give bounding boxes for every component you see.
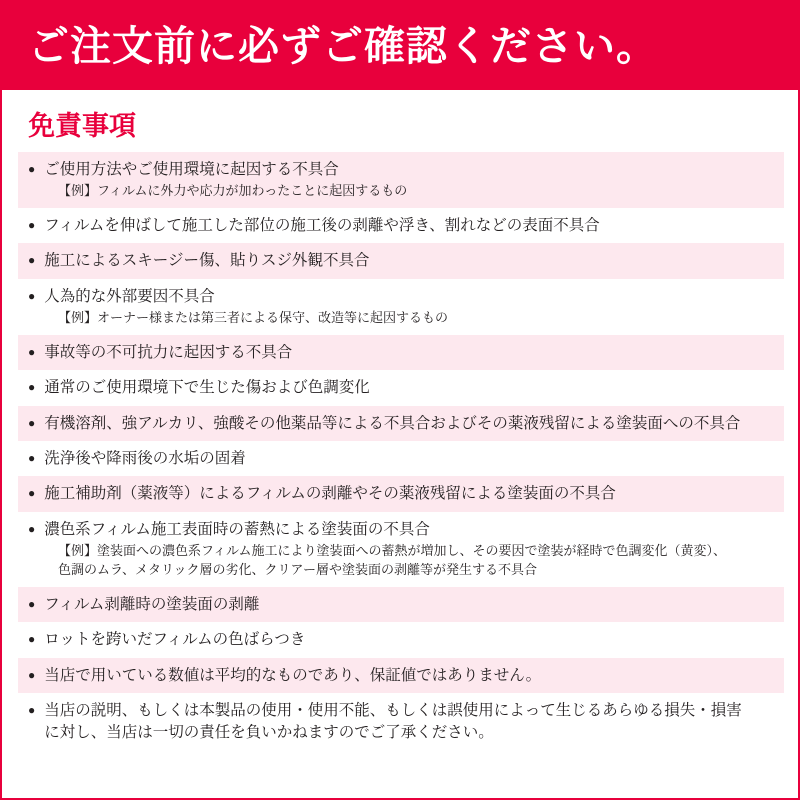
list-item-main (28, 286, 774, 307)
bullet-icon: ● (28, 288, 36, 303)
list-item (18, 370, 784, 405)
bullet-icon: ● (28, 161, 36, 176)
bullet-icon: ● (28, 451, 36, 465)
list-item-main (28, 413, 774, 434)
list-item-main (28, 483, 774, 504)
list-item-main (28, 448, 774, 469)
bullet-icon: ● (28, 596, 36, 611)
list-item (18, 406, 784, 441)
list-item-main (28, 342, 774, 363)
list-item-main (28, 665, 774, 686)
list-item-label: ロットを跨いだフィルムの色ばらつき (44, 631, 306, 649)
list-item-label: 有機溶剤、強アルカリ、強酸その他薬品等による不具合およびその薬液残留による塗装面への不具合 (44, 414, 741, 432)
list-item-label: 通常のご使用環境下で生じた傷および色調変化 (44, 379, 370, 397)
bullet-icon: ● (28, 702, 36, 717)
disclaimer-list (2, 152, 798, 798)
list-item (18, 622, 784, 657)
list-item (18, 658, 784, 693)
list-item (18, 208, 784, 243)
list-item-main (28, 377, 774, 398)
list-item-main (28, 250, 774, 271)
list-item-example: 【例】フィルムに外力や応力が加わったことに起因するもの (58, 183, 408, 199)
list-item-label: フィルム剥離時の塗装面の剥離 (44, 595, 260, 613)
page-title: ご注文前に必ずご確認ください。 (28, 22, 658, 69)
bullet-icon: ● (28, 667, 36, 682)
bullet-icon: ● (28, 521, 36, 536)
list-item (18, 693, 784, 752)
list-item-main (28, 159, 774, 180)
bullet-icon: ● (28, 415, 36, 430)
list-item-label: 洗浄後や降雨後の水垢の固着 (44, 450, 246, 467)
list-item-example: 【例】オーナー様または第三者による保守、改造等に起因するもの (58, 310, 449, 326)
list-item-label: 当店で用いている数値は平均的なものであり、保証値ではありません。 (44, 666, 542, 684)
header-banner (2, 2, 798, 90)
bullet-icon: ● (28, 344, 36, 359)
list-item (18, 587, 784, 622)
list-item (18, 152, 784, 208)
list-item-label: ご使用方法やご使用環境に起因する不具合 (44, 160, 339, 178)
list-item-label: 施工補助剤（薬液等）によるフィルムの剥離やその薬液残留による塗装面の不具合 (44, 485, 616, 503)
list-item (18, 243, 784, 278)
list-item-main (28, 215, 774, 236)
list-item (18, 335, 784, 370)
bullet-icon: ● (28, 217, 36, 232)
list-item-main (28, 700, 774, 745)
list-item-label: 事故等の不可抗力に起因する不具合 (44, 343, 293, 361)
list-item-label: 施工によるスキージー傷、貼りスジ外観不具合 (44, 252, 370, 270)
list-item (18, 512, 784, 587)
bullet-icon: ● (28, 486, 36, 501)
list-item-example: 【例】塗装面への濃色系フィルム施工により塗装面への蓄熱が増加し、その要因で塗装が経時で色調変化（黄変）、 色調のムラ、メタリック層の劣化、クリアー層や塗装面の剥離等が発生する不具合 (58, 543, 726, 577)
bullet-icon: ● (28, 632, 36, 647)
bullet-icon: ● (28, 253, 36, 268)
list-item-label: フィルムを伸ばして施工した部位の施工後の剥離や浮き、割れなどの表面不具合 (44, 216, 600, 234)
list-item-label: 人為的な外部要因不具合 (44, 287, 215, 305)
list-item-main (28, 519, 774, 540)
list-item-main (28, 629, 774, 650)
list-item (18, 279, 784, 335)
list-item-label: 濃色系フィルム施工表面時の蓄熱による塗装面の不具合 (44, 520, 430, 538)
list-item-main (28, 594, 774, 615)
list-item (18, 441, 784, 476)
list-item-label: 当店の説明、もしくは本製品の使用・使用不能、もしくは誤使用によって生じるあらゆる損失・損害 に対し、当店は一切の責任を負いかねますのでご了承ください。 (44, 701, 742, 742)
list-item (18, 476, 784, 511)
section-heading: 免責事項 (28, 111, 136, 141)
bullet-icon: ● (28, 380, 36, 395)
